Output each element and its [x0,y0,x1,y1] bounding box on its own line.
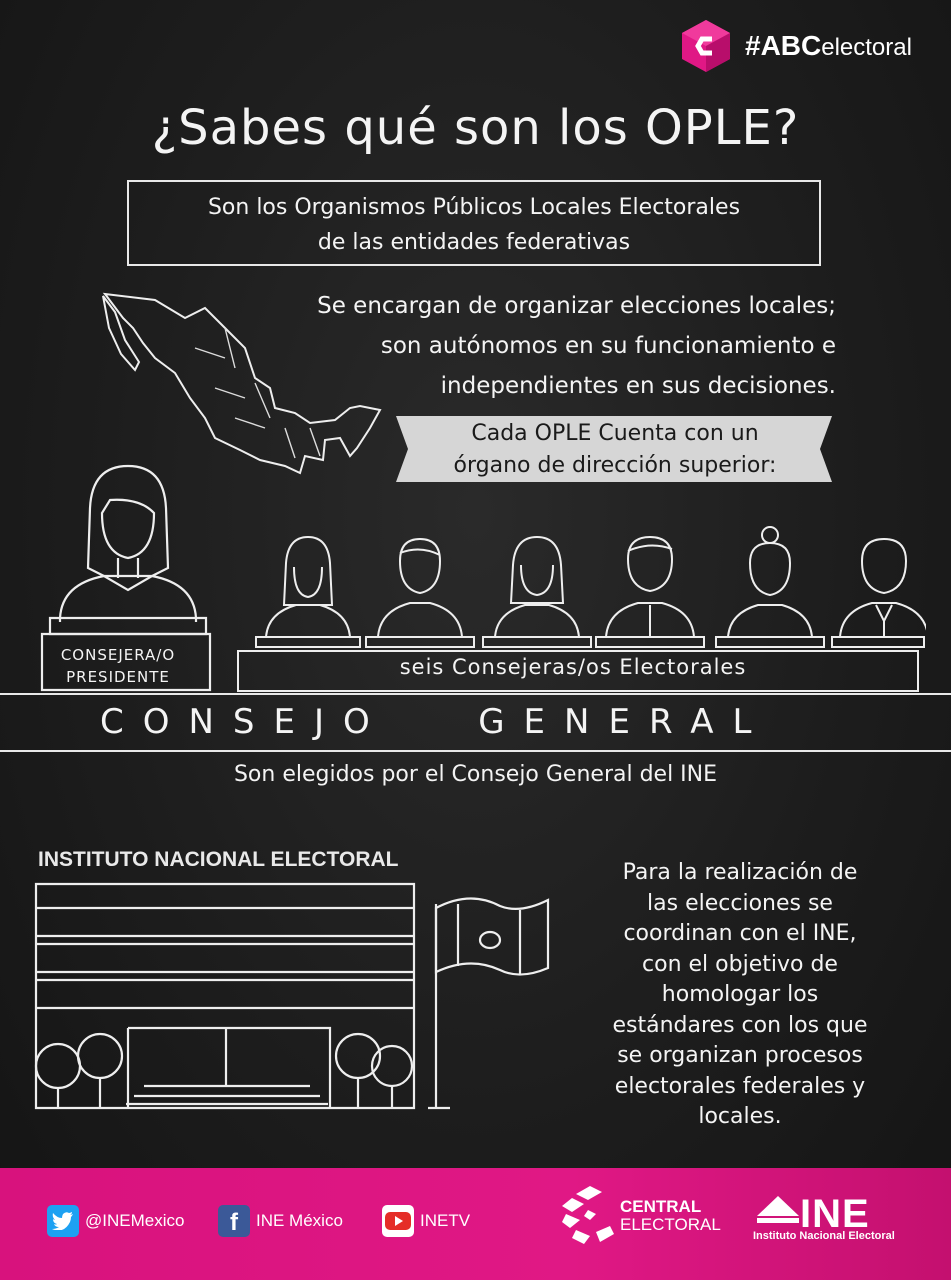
president-label-line-1: CONSEJERA/O [60,646,176,664]
coordination-line: homologar los [661,982,819,1007]
consejo-general-heading: CONSEJO GENERAL [100,702,771,742]
ine-logo-text: INE [800,1192,870,1236]
coordination-line: coordinan con el INE, [623,921,857,946]
president-label-line-2: PRESIDENTE [66,668,170,686]
facebook-handle: INE México [256,1211,343,1230]
coordination-line: estándares con los que [612,1012,868,1038]
banner-line-2: órgano de dirección superior: [453,453,777,478]
description-line-1: Se encargan de organizar elecciones locales; [317,293,836,319]
definition-line-2: de las entidades federativas [317,230,631,255]
youtube-link[interactable] [382,1205,470,1237]
central-electoral-text [620,1198,721,1234]
ine-full-name: Instituto Nacional Electoral [753,1230,895,1242]
divider-top [0,693,951,695]
ine-building-icon [30,880,560,1115]
central-label: CENTRAL [620,1197,702,1216]
coordination-line: con el objetivo de [642,951,838,977]
twitter-link[interactable] [47,1205,184,1237]
description [230,286,836,406]
elected-by-text: Son elegidos por el Consejo General del INE [233,762,718,787]
councillors-label: seis Consejeras/os Electorales [399,655,747,679]
hashtag: #ABCelectoral [745,30,912,61]
twitter-icon [47,1205,79,1237]
facebook-link[interactable] [218,1205,343,1237]
abc-cube-icon [678,18,734,74]
coordination-line: las elecciones se [647,890,833,916]
page-title: ¿Sabes qué son los OPLE? [151,100,800,156]
banner-text [410,418,820,482]
coordination-line: electorales federales y [614,1073,866,1099]
youtube-handle: INETV [420,1211,471,1230]
description-line-2: son autónomos en su funcionamiento e [380,333,836,359]
central-electoral-logo-icon [562,1186,616,1246]
ine-building-name: INSTITUTO NACIONAL ELECTORAL [38,848,399,871]
electoral-label: ELECTORAL [620,1215,721,1234]
definition-line-1: Son los Organismos Públicos Locales Electorales [207,195,741,220]
description-line-3: independientes en sus decisiones. [440,373,836,399]
ine-logo-mark-icon [755,1194,801,1226]
coordination-line: Para la realización de [622,860,858,885]
twitter-handle: @INEMexico [85,1211,185,1230]
coordination-text [575,858,905,1133]
divider-bottom [0,750,951,752]
youtube-icon [382,1205,414,1237]
coordination-line: se organizan procesos [617,1043,863,1068]
facebook-icon: f [218,1205,250,1237]
definition-box [127,180,821,266]
banner-line-1: Cada OPLE Cuenta con un [471,421,759,446]
president-label [38,644,198,688]
coordination-line: locales. [698,1104,782,1129]
